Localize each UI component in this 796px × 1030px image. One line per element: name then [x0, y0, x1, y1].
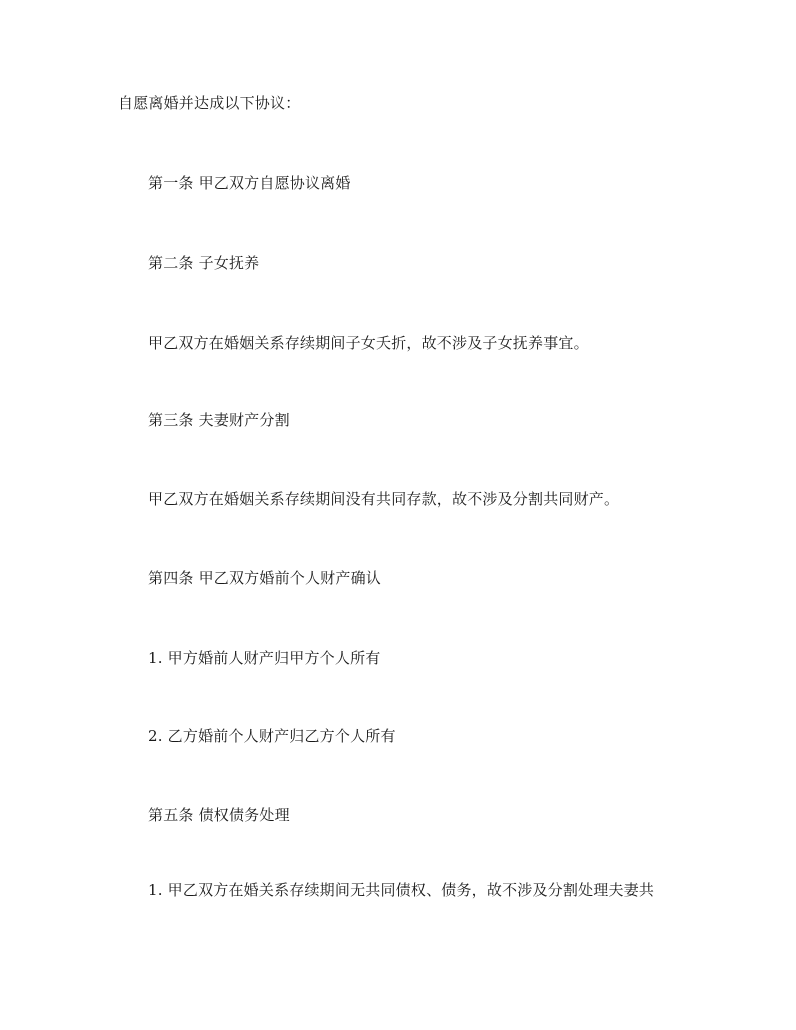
article-5-item-1: 1. 甲乙双方在婚关系存续期间无共同债权、债务，故不涉及分割处理夫妻共 — [148, 881, 655, 899]
article-2-paragraph: 甲乙双方在婚姻关系存续期间子女夭折，故不涉及子女抚养事宜。 — [148, 334, 589, 352]
article-4-item-1: 1. 甲方婚前人财产归甲方个人所有 — [148, 649, 381, 667]
article-5-heading: 第五条 债权债务处理 — [148, 806, 290, 824]
article-1-heading: 第一条 甲乙双方自愿协议离婚 — [148, 174, 351, 192]
article-3-heading: 第三条 夫妻财产分割 — [148, 411, 290, 429]
article-3-paragraph: 甲乙双方在婚姻关系存续期间没有共同存款，故不涉及分割共同财产。 — [148, 490, 620, 508]
article-4-item-2: 2. 乙方婚前个人财产归乙方个人所有 — [148, 727, 396, 745]
article-4-heading: 第四条 甲乙双方婚前个人财产确认 — [148, 569, 381, 587]
intro-line: 自愿离婚并达成以下协议： — [118, 94, 301, 112]
article-2-heading: 第二条 子女抚养 — [148, 254, 260, 272]
